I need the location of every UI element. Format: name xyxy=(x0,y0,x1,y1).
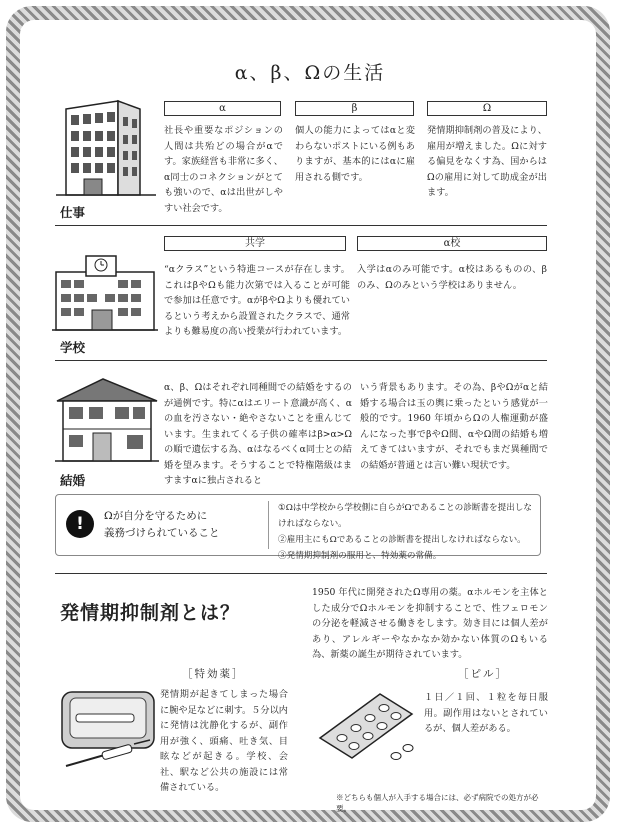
pill-label: ［ピル］ xyxy=(458,668,508,680)
suppressant-intro-text: 1950 年代に開発されたΩ専用の薬。αホルモンを主体とした成分でΩホルモンを抑制することで、性フェロモンの分泌を軽減させる働きをします。効き目には個人差があり、アレルギーやなかなか効かない体質のΩもいる為、新薬の誕生が期待されています。 xyxy=(312,587,548,660)
work-omega-text: 発情期抑制剤の普及により、雇用が増えました。Ωに対する偏見をなくす為、国からはΩの雇用に対して助成金が出ます。 xyxy=(427,125,547,198)
marriage-text-left: α、β、Ωはそれぞれ同種間での結婚をするのが通例です。特にαはエリート意識が高く、αの血を汚さない・絶やさないことを重んじています。生まれてくる子供の確率はβ>α>Ωの順で遺伝する為、αはなるべくα同士との結婚を望みます。そうすることで特権階級はますますαに独占されると xyxy=(164,382,352,486)
suppressant-heading: 発情期抑制剤とは？ xyxy=(60,602,241,624)
notice-heading xyxy=(104,508,264,542)
special-medicine-text: 発情期が起きてしまった場合に腕や足などに刺す。５分以内に発情は沈静化するが、副作用が強く、頭痛、吐き気、目眩などが起きる。学校、会社、駅など公共の施設には常備されている。 xyxy=(160,689,288,793)
pill-text: １日／１回、１粒を毎日服用。副作用はないとされているが、個人差がある。 xyxy=(424,692,548,734)
pill-blister-pack-icon xyxy=(312,690,418,762)
notice-item: ③発情期抑制剤の服用と、特効薬の常備。 xyxy=(278,551,442,561)
column-header-omega: Ω xyxy=(427,101,547,116)
section-divider xyxy=(55,225,547,226)
section-label-marriage: 結婚 xyxy=(60,473,86,488)
obligations-notice-box xyxy=(55,494,541,561)
notice-heading-line-2: 義務づけられていること xyxy=(104,527,220,539)
column-header-beta: β xyxy=(295,101,414,116)
notice-list xyxy=(278,500,536,564)
office-building-icon xyxy=(56,95,156,201)
section-label-work: 仕事 xyxy=(60,205,86,220)
work-alpha-text: 社長や重要なポジションの人間は共殆どの場合がαです。家族経営も非常に多く、α同士のコネクションがとても強いので、αは出世がしやすい社会です。 xyxy=(164,125,283,214)
column-header-coed: 共学 xyxy=(164,236,346,251)
column-header-alpha-school: α校 xyxy=(357,236,547,251)
notice-item: ①Ωは中学校から学校側に自らがΩであることの診断書を提出しなければならない。 xyxy=(278,503,532,529)
injection-case-icon xyxy=(58,684,158,774)
school-coed-text: “αクラス”という特進コースが存在します。これはβやΩも能力次第では入ることが可能で参加は任意です。αがβやΩよりも優れているという考えから設置されたクラスで、通常よりも難易度の高い授業が行われています。 xyxy=(164,264,350,337)
page-title: α、β、Ωの生活 xyxy=(234,62,386,84)
column-header-alpha: α xyxy=(164,101,281,116)
notice-item: ②雇用主にもΩであることの診断書を提出しなければならない。 xyxy=(278,535,526,545)
house-icon xyxy=(55,373,159,465)
special-medicine-label: ［特効薬］ xyxy=(182,668,245,680)
section-label-school: 学校 xyxy=(60,340,86,355)
school-alpha-text: 入学はαのみ可能です。α校はあるものの、βのみ、Ωのみという学校はありません。 xyxy=(357,264,547,291)
school-building-icon xyxy=(52,250,158,334)
work-beta-text: 個人の能力によってはαと変わらないポストにいる例もありますが、基本的にはαに雇用される側です。 xyxy=(295,125,415,183)
marriage-text-right: いう背景もあります。その為、βやΩがαと結婚する場合は玉の輿に乗ったという感覚が一般的です。1960 年頃からΩの人権運動が盛んになった事でβやΩ間、αやΩ間の結婚も増えてきてはいますが、それでもまだ異種間での結婚が普通とは言い難い現状です。 xyxy=(360,382,548,471)
section-divider xyxy=(55,573,547,574)
footnote: ※どちらも個人が入手する場合には、必ず病院での処方が必要。 xyxy=(336,793,539,813)
notice-divider xyxy=(268,501,269,549)
exclamation-icon: ! xyxy=(66,510,94,538)
section-divider xyxy=(55,360,547,361)
notice-heading-line-1: Ωが自分を守るために xyxy=(104,510,208,522)
